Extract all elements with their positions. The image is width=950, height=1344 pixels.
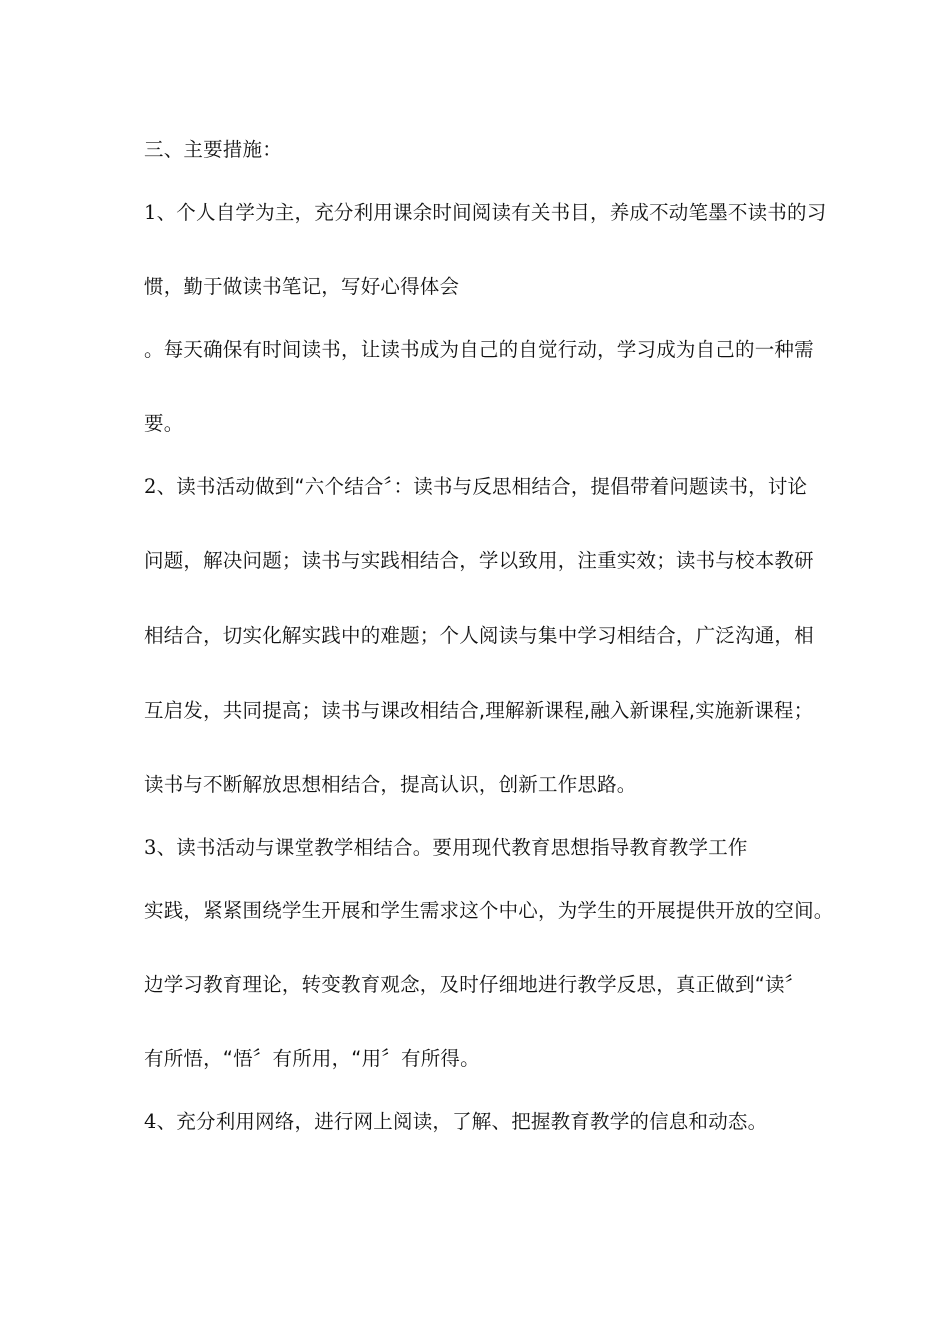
item-1-line-2: 惯，勤于做读书笔记，写好心得体会	[144, 275, 460, 298]
item-1-line-4: 要。	[144, 412, 184, 435]
item-2-line-2: 问题，解决问题；读书与实践相结合，学以致用，注重实效；读书与校本教研	[144, 549, 814, 572]
section-heading: 三、主要措施：	[144, 138, 282, 161]
item-3-line-3: 边学习教育理论，转变教育观念，及时仔细地进行教学反思，真正做到“读〞	[144, 973, 805, 996]
item-2-line-5: 读书与不断解放思想相结合，提高认识，创新工作思路。	[144, 773, 637, 796]
item-3-number: 3	[144, 836, 157, 859]
item-2-line-1: 2、读书活动做到“六个结合〞：读书与反思相结合，提倡带着问题读书，讨论	[144, 475, 808, 498]
item-1-line-1: 1、个人自学为主，充分利用课余时间阅读有关书目，养成不动笔墨不读书的习	[144, 201, 827, 224]
item-3-line-2: 实践，紧紧围绕学生开展和学生需求这个中心，为学生的开展提供开放的空间。	[144, 899, 834, 922]
item-4-line-1: 4、充分利用网络，进行网上阅读，了解、把握教育教学的信息和动态。	[144, 1110, 768, 1133]
item-2-line-4: 互启发，共同提高；读书与课改相结合,理解新课程,融入新课程,实施新课程；	[144, 699, 814, 722]
item-3-line-1: 3、读书活动与课堂教学相结合。要用现代教育思想指导教育教学工作	[144, 836, 748, 859]
item-3-line-4: 有所悟，“悟〞有所用，“用〞有所得。	[144, 1047, 480, 1070]
item-1-number: 1	[144, 201, 157, 224]
item-1-line-3: 。每天确保有时间读书，让读书成为自己的自觉行动，学习成为自己的一种需	[144, 338, 814, 361]
item-2-line-3: 相结合，切实化解实践中的难题；个人阅读与集中学习相结合，广泛沟通，相	[144, 624, 814, 647]
item-2-number: 2	[144, 475, 157, 498]
item-4-number: 4	[144, 1110, 157, 1133]
